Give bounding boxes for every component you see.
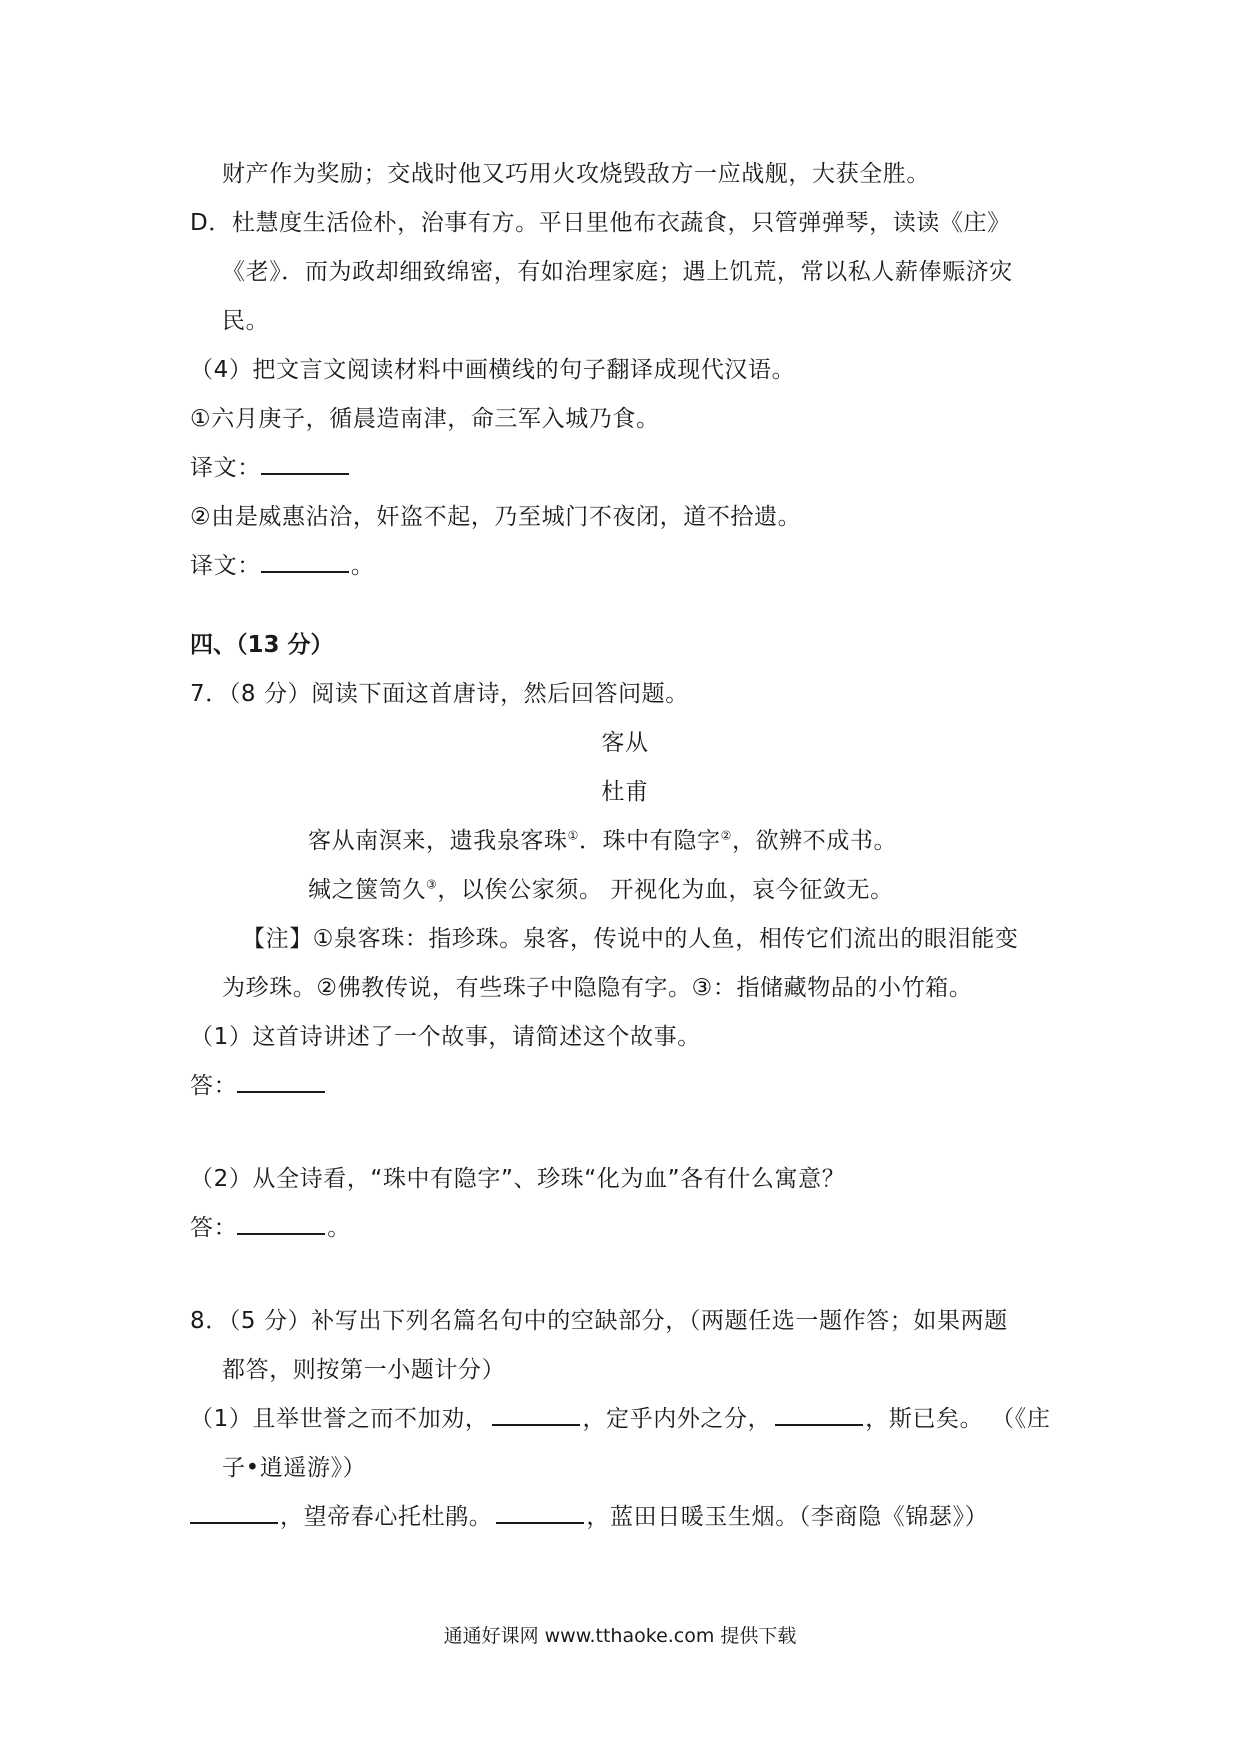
poem-author: 杜甫	[601, 779, 649, 805]
answer-blank-2[interactable]	[261, 549, 349, 573]
option-c-continued: 财产作为奖励；交战时他又巧用火攻烧毁敌方一应战舰，大获全胜。	[222, 161, 930, 187]
translation-end-2: 。	[350, 553, 375, 579]
poem-line-2-part-b: ，以俟公家须。 开视化为血，哀今征敛无。	[437, 877, 894, 903]
spacer	[190, 1111, 1060, 1155]
translation-sentence-2: ②由是威惠沾洽，奸盗不起，乃至城门不夜闭，道不拾遗。	[190, 504, 802, 530]
answer-7-2	[190, 1204, 1060, 1253]
translation-answer-2	[190, 542, 1060, 591]
question-8-2	[190, 1493, 1060, 1542]
page-content	[190, 150, 1060, 1542]
poem-line-1-part-a: 客从南溟来，遗我泉客珠	[308, 828, 568, 854]
question-8-1	[190, 1395, 1060, 1444]
footnote-marker-2: ②	[720, 828, 732, 843]
q8-2-part-b: ，蓝田日暖玉生烟。（李商隐《锦瑟》）	[586, 1504, 989, 1530]
translation-label-2: 译文：	[190, 553, 261, 579]
poem-line-2-part-a: 缄之箧笥久	[308, 877, 426, 903]
answer-blank-8-1-b[interactable]	[775, 1402, 863, 1426]
option-d-continued: 《老》．而为政却细致绵密，有如治理家庭；遇上饥荒，常以私人薪俸赈济灾	[222, 259, 1013, 285]
spacer	[190, 1253, 1060, 1297]
question-8: 8．（5 分）补写出下列名篇名句中的空缺部分，（两题任选一题作答；如果两题	[190, 1308, 1008, 1334]
q8-1-part-b: ，定乎内外之分，	[582, 1406, 772, 1432]
section-4-title: 四、（13 分）	[190, 632, 334, 658]
footnote-marker-3: ③	[426, 877, 438, 892]
answer-blank-8-2-a[interactable]	[190, 1500, 278, 1524]
poem-line-1-part-c: ，欲辨不成书。	[731, 828, 898, 854]
footnote-marker-1: ①	[567, 828, 579, 843]
answer-blank-8-2-b[interactable]	[496, 1500, 584, 1524]
poem-line-1	[190, 817, 1060, 866]
answer-blank-7-2[interactable]	[237, 1211, 325, 1235]
option-d-end: 民。	[222, 308, 270, 334]
answer-label-7-2: 答：	[190, 1215, 238, 1241]
translation-answer-1	[190, 444, 1060, 493]
question-8-continued: 都答，则按第一小题计分）	[222, 1357, 506, 1383]
option-d: D．杜慧度生活俭朴，治事有方。平日里他布衣蔬食，只管弹弹琴，读读《庄》	[190, 210, 1011, 236]
poem-title: 客从	[601, 730, 649, 756]
answer-blank-7-1[interactable]	[237, 1069, 325, 1093]
answer-blank-8-1-a[interactable]	[492, 1402, 580, 1426]
spacer	[190, 591, 1060, 621]
poem-line-1-part-b: ．珠中有隐字	[578, 828, 721, 854]
translation-sentence-1: ①六月庚子，循晨造南津，命三军入城乃食。	[190, 406, 660, 432]
question-8-1-continued: 子•逍遥游》）	[222, 1455, 367, 1481]
answer-end-7-2: 。	[327, 1215, 351, 1241]
poem-note-1: 【注】①泉客珠：指珍珠。泉客，传说中的人鱼，相传它们流出的眼泪能变	[242, 926, 1019, 952]
q8-2-part-a: ，望帝春心托杜鹃。	[280, 1504, 493, 1530]
answer-blank-1[interactable]	[261, 451, 349, 475]
answer-label-7-1: 答：	[190, 1073, 238, 1099]
poem-line-2	[190, 866, 1060, 915]
answer-7-1	[190, 1062, 1060, 1111]
page-footer: 通通好课网 www.tthaoke.com 提供下载	[443, 1625, 797, 1647]
poem-note-2: 为珍珠。②佛教传说，有些珠子中隐隐有字。③：指储藏物品的小竹箱。	[222, 975, 973, 1001]
question-7-1: （1）这首诗讲述了一个故事，请简述这个故事。	[190, 1024, 701, 1050]
q8-1-part-c: ，斯已矣。 （《庄	[865, 1406, 1051, 1432]
translation-label-1: 译文：	[190, 455, 261, 481]
question-6-4: （4）把文言文阅读材料中画横线的句子翻译成现代汉语。	[190, 357, 796, 383]
question-7: 7．（8 分）阅读下面这首唐诗，然后回答问题。	[190, 681, 689, 707]
q8-1-part-a: （1）且举世誉之而不加劝，	[190, 1406, 489, 1432]
question-7-2: （2）从全诗看，“珠中有隐字”、珍珠“化为血”各有什么寓意？	[190, 1166, 846, 1192]
